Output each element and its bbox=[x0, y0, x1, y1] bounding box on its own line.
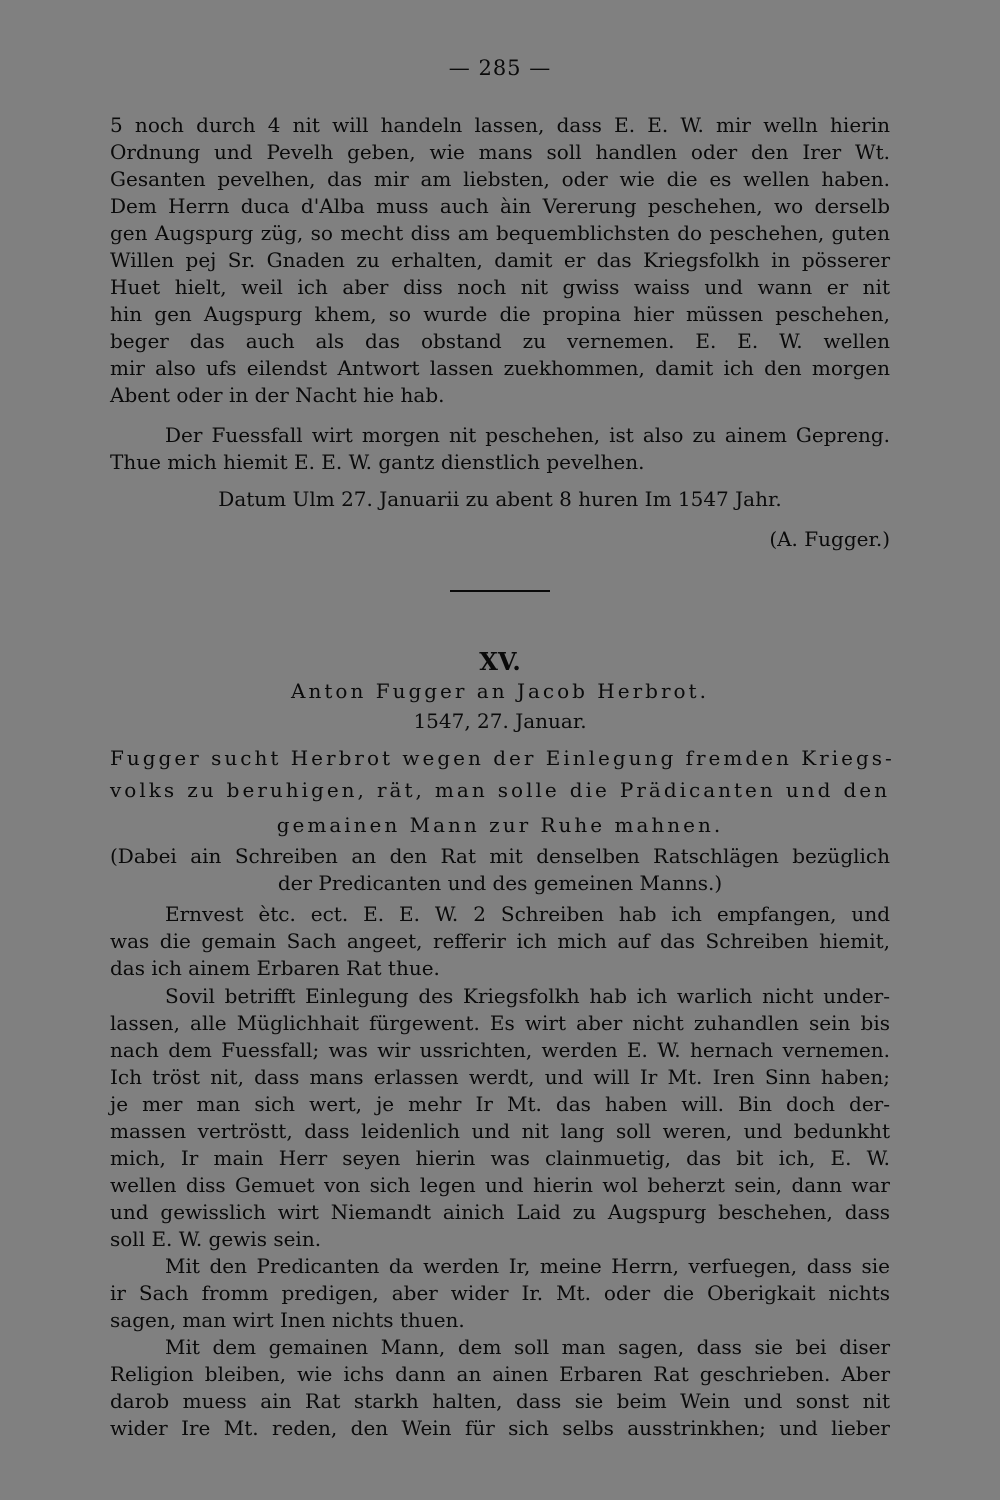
text-line: nach dem Fuessfall; was wir ussrichten, werden E. W. hernach vernemen. bbox=[110, 1038, 890, 1062]
text-line: Huet hielt, weil ich aber diss noch nit gwiss waiss und wann er nit bbox=[110, 275, 890, 299]
text-line: darob muess ain Rat starkh halten, dass sie beim Wein und sonst nit bbox=[110, 1389, 890, 1413]
text-line: sagen, man wirt Inen nichts thuen. bbox=[110, 1308, 465, 1332]
section-number: XV. bbox=[479, 647, 521, 676]
text-line: mich, Ir main Herr seyen hierin was clainmuetig, das bit ich, E. W. bbox=[110, 1146, 890, 1170]
text-line: Thue mich hiemit E. E. W. gantz dienstlich pevelhen. bbox=[110, 450, 645, 474]
text-line: Sovil betrifft Einlegung des Kriegsfolkh hab ich warlich nicht under- bbox=[165, 984, 890, 1008]
text-line: das ich ainem Erbaren Rat thue. bbox=[110, 956, 440, 980]
text-line: was die gemain Sach angeet, refferir ich mich auf das Schreiben hiemit, bbox=[110, 929, 890, 953]
section-heading: Anton Fugger an Jacob Herbrot. bbox=[291, 679, 709, 703]
text-line: Religion bleiben, wie ichs dann an ainen Erbaren Rat geschrieben. Aber bbox=[110, 1362, 890, 1386]
text-line: wider Ire Mt. reden, den Wein für sich selbs ausstrinkhen; und lieber bbox=[110, 1416, 890, 1440]
text-line: Abent oder in der Nacht hie hab. bbox=[110, 383, 445, 407]
signature: (A. Fugger.) bbox=[769, 527, 890, 551]
text-line: Gesanten pevelhen, das mir am liebsten, oder wie die es wellen haben. bbox=[110, 167, 890, 191]
summary-line: Fugger sucht Herbrot wegen der Einlegung fremden Kriegs- bbox=[110, 746, 895, 770]
summary-line: gemainen Mann zur Ruhe mahnen. bbox=[276, 813, 724, 837]
text-line: beger das auch als das obstand zu vernemen. E. E. W. wellen bbox=[110, 329, 890, 353]
text-line: 5 noch durch 4 nit will handeln lassen, dass E. E. W. mir welln hierin bbox=[110, 113, 890, 137]
text-line: je mer man sich wert, je mehr Ir Mt. das haben will. Bin doch der- bbox=[110, 1092, 890, 1116]
note-line: (Dabei ain Schreiben an den Rat mit denselben Ratschlägen bezüglich bbox=[110, 844, 890, 868]
text-line: Ernvest ètc. ect. E. E. W. 2 Schreiben hab ich empfangen, und bbox=[165, 902, 890, 926]
text-line: lassen, alle Müglichhait fürgewent. Es wirt aber nicht zuhandlen sein bis bbox=[110, 1011, 890, 1035]
summary-line: volks zu beruhigen, rät, man solle die Prädicanten und den bbox=[110, 778, 890, 802]
text-line: Mit dem gemainen Mann, dem soll man sagen, dass sie bei diser bbox=[165, 1335, 890, 1359]
section-date: 1547, 27. Januar. bbox=[413, 709, 587, 733]
text-line: Willen pej Sr. Gnaden zu erhalten, damit er das Kriegsfolkh in pösserer bbox=[110, 248, 890, 272]
text-line: Dem Herrn duca d'Alba muss auch àin Vererung peschehen, wo derselb bbox=[110, 194, 890, 218]
text-line: Ordnung und Pevelh geben, wie mans soll handlen oder den Irer Wt. bbox=[110, 140, 890, 164]
text-line: und gewisslich wirt Niemandt ainich Laid zu Augspurg beschehen, dass bbox=[110, 1200, 890, 1224]
text-line: ir Sach fromm predigen, aber wider Ir. Mt. oder die Oberigkait nichts bbox=[110, 1281, 890, 1305]
text-line: Der Fuessfall wirt morgen nit peschehen, ist also zu ainem Gepreng. bbox=[165, 423, 890, 447]
date-line: Datum Ulm 27. Januarii zu abent 8 huren Im 1547 Jahr. bbox=[218, 487, 782, 511]
text-line: Mit den Predicanten da werden Ir, meine Herrn, verfuegen, dass sie bbox=[165, 1254, 890, 1278]
text-line: soll E. W. gewis sein. bbox=[110, 1227, 322, 1251]
text-line: Ich tröst nit, dass mans erlassen werdt, und will Ir Mt. Iren Sinn haben; bbox=[110, 1065, 890, 1089]
page-number: — 285 — bbox=[448, 56, 552, 80]
text-line: hin gen Augspurg khem, so wurde die propina hier müssen peschehen, bbox=[110, 302, 890, 326]
section-divider bbox=[450, 590, 550, 592]
text-line: wellen diss Gemuet von sich legen und hierin wol beherzt sein, dann war bbox=[110, 1173, 890, 1197]
note-line: der Predicanten und des gemeinen Manns.) bbox=[277, 871, 723, 895]
text-line: massen vertröstt, dass leidenlich und nit lang soll weren, und bedunkht bbox=[110, 1119, 890, 1143]
text-line: gen Augspurg züg, so mecht diss am bequemblichsten do peschehen, guten bbox=[110, 221, 890, 245]
text-line: mir also ufs eilendst Antwort lassen zuekhommen, damit ich den morgen bbox=[110, 356, 890, 380]
